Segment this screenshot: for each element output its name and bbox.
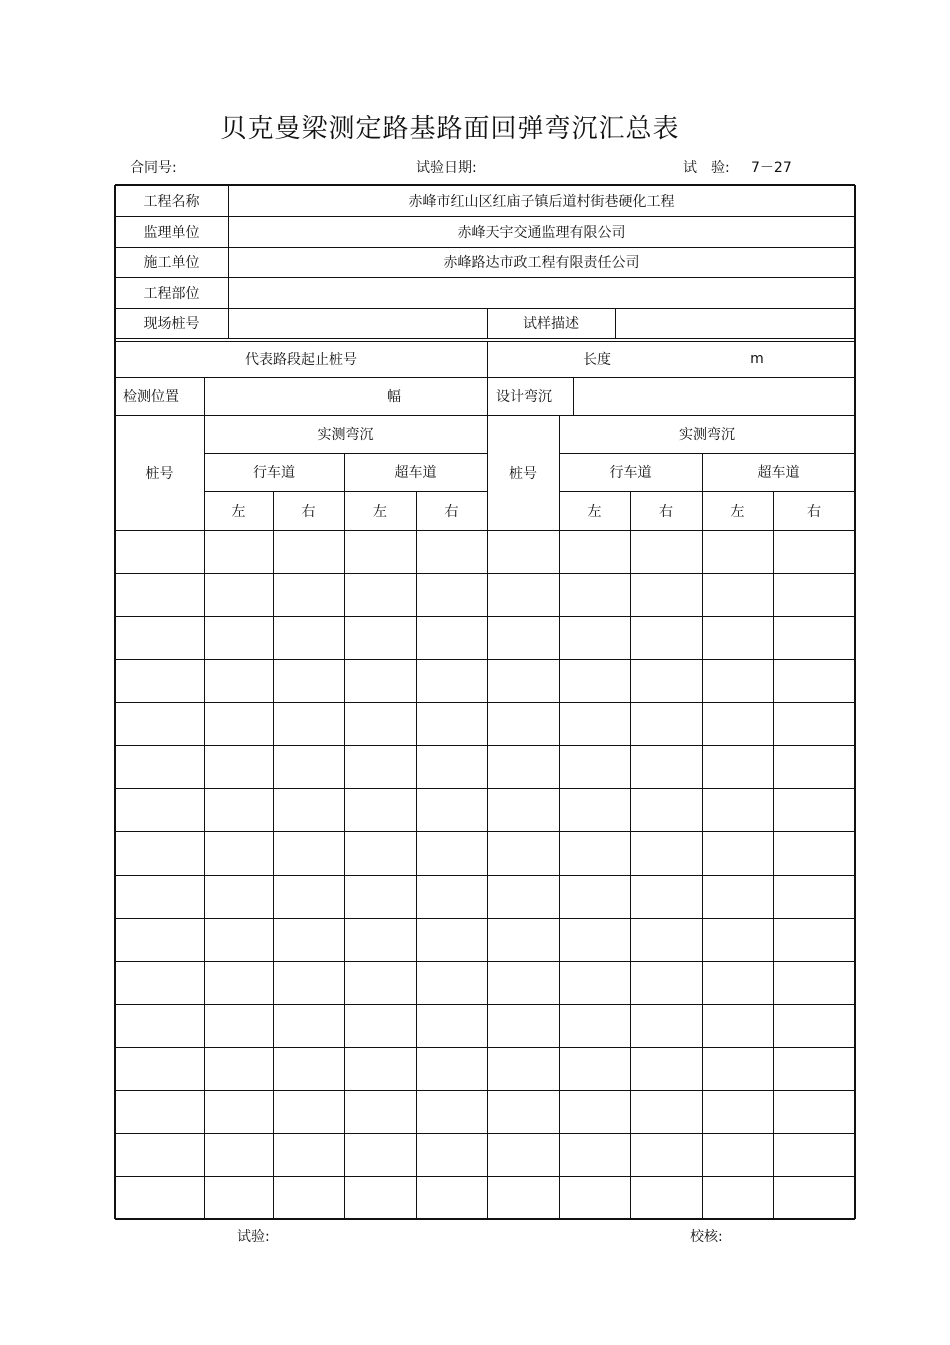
table-rule [615,308,616,338]
table-rule [487,415,488,1219]
table-rule [344,453,345,1219]
table-row [115,1004,855,1005]
test-code: 7－27 [751,160,792,176]
table-row [115,659,855,660]
contractor-label: 施工单位 [143,255,200,271]
segment-label: 代表路段起止桩号 [245,351,357,368]
station-header-right: 桩号 [509,465,537,482]
sample-value[interactable] [615,308,855,338]
table-rule [559,453,855,454]
col-right-4: 右 [807,503,821,520]
length-unit: m [750,350,764,367]
table-rule [115,338,855,339]
table-row [115,702,855,703]
table-rule [773,491,774,1219]
col-left-2: 左 [373,503,387,520]
col-left-4: 左 [730,503,745,520]
table-row [115,616,855,617]
project-name-value: 赤峰市红山区红庙子镇后道村街巷硬化工程 [408,193,675,210]
driving-lane-header-right: 行车道 [609,465,652,481]
station-header-left: 桩号 [145,465,174,482]
contract-label: 合同号: [130,160,177,176]
contractor-value: 赤峰路达市政工程有限责任公司 [443,255,640,271]
table-rule [630,491,631,1219]
table-row [115,1176,855,1177]
table-border-top [115,184,855,186]
measured-header-right: 实测弯沉 [679,427,735,443]
col-left-3: 左 [587,503,602,520]
table-rule [487,341,488,415]
col-right-3: 右 [659,503,673,520]
table-row [115,573,855,574]
station-label: 现场桩号 [143,316,200,332]
table-rule [115,341,855,342]
table-rule [416,491,417,1219]
table-rule [228,185,229,338]
table-rule [115,530,855,531]
station-value[interactable] [228,308,487,338]
design-value[interactable] [573,377,855,415]
table-row [115,875,855,876]
table-row [115,918,855,919]
table-rule [487,308,488,338]
table-rule [115,377,855,378]
test-date-label: 试验日期: [416,160,477,176]
table-rule [204,453,487,454]
table-rule [115,308,855,309]
table-row [115,745,855,746]
supervisor-label: 监理单位 [143,224,200,241]
driving-lane-header-left: 行车道 [253,465,295,481]
table-rule [115,216,855,217]
length-label: 长度 [583,351,611,368]
table-rule [559,491,855,492]
test-label: 试 验: [683,160,730,176]
page-title: 贝克曼梁测定路基路面回弹弯沉汇总表 [220,114,680,144]
design-label: 设计弯沉 [496,389,552,405]
part-value[interactable] [228,277,855,308]
table-rule [702,453,703,1219]
col-right-2: 右 [444,503,459,520]
project-name-label: 工程名称 [143,193,200,210]
sample-label: 试样描述 [523,316,579,332]
table-rule [559,415,560,1219]
measured-header-left: 实测弯沉 [317,427,374,443]
table-row [115,788,855,789]
checker-label: 校核: [690,1229,723,1245]
col-right-1: 右 [301,503,316,520]
col-left-1: 左 [231,503,246,520]
table-rule [573,377,574,415]
table-row [115,1133,855,1134]
table-row [115,1047,855,1048]
table-border-bottom [115,1218,855,1220]
table-rule [204,377,205,1219]
table-rule [115,277,855,278]
table-rule [204,491,487,492]
overtaking-lane-header-left: 超车道 [394,465,437,481]
table-row [115,831,855,832]
table-rule [115,415,855,416]
table-row [115,1090,855,1091]
table-row [115,961,855,962]
table-rule [115,247,855,248]
position-label: 检测位置 [123,389,179,405]
overtaking-lane-header-right: 超车道 [757,465,800,481]
part-label: 工程部位 [143,285,200,302]
supervisor-value: 赤峰天宇交通监理有限公司 [457,224,626,241]
table-rule [273,491,274,1219]
tester-label: 试验: [237,1229,270,1245]
width-unit: 幅 [387,389,401,405]
